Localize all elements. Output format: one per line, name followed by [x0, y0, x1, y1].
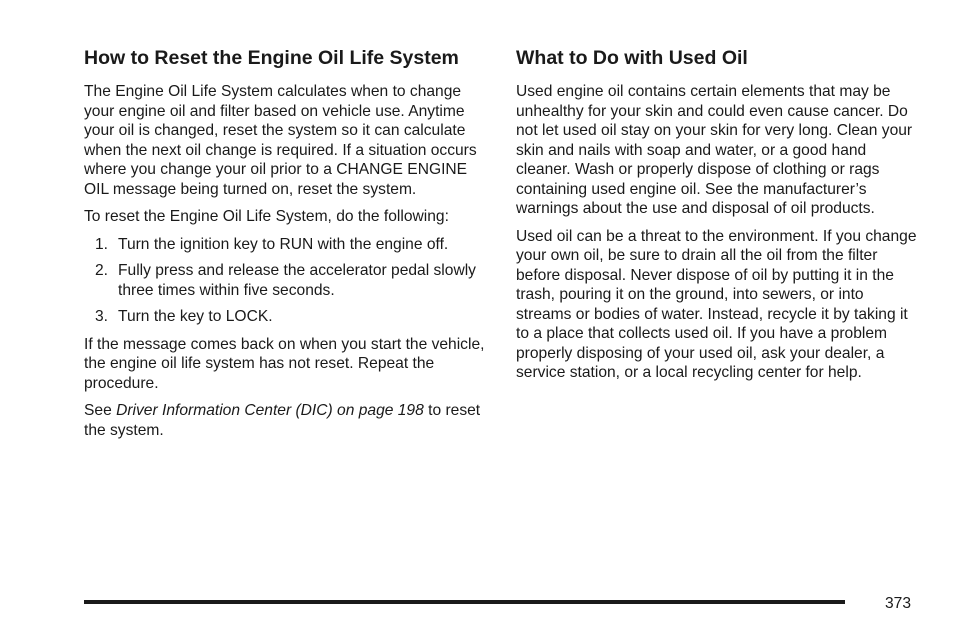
reset-steps-list [84, 235, 488, 327]
list-item [84, 261, 488, 300]
right-column [516, 46, 920, 391]
paragraph-reset-instructions: To reset the Engine Oil Life System, do the following: [84, 208, 449, 225]
page-number: 373 [885, 595, 912, 612]
paragraph-used-oil-environment: Used oil can be a threat to the environment. If you change your own oil, be sure to drain all the oil from the filter before disposal. Never dispose of oil by putting it in the trash, pouring it on the ground, into sewers, or into streams or bodies of water. Instead, recycle it by taking it to a place that collects used oil. If you have a problem properly disposing of your used oil, ask your dealer, a service station, or a local recycling center for help. [516, 227, 917, 381]
paragraph-see-reference [84, 401, 488, 440]
list-item [84, 235, 488, 255]
paragraph-oil-life-intro: The Engine Oil Life System calculates when to change your engine oil and filter based on vehicle use. Anytime your oil is changed, reset the system so it can calculate when the next oil change is required. If a situation occurs where you change your oil prior to a CHANGE ENGINE OIL message being turned on, reset the system. [84, 83, 477, 198]
see-prefix: See [84, 402, 112, 419]
list-item [84, 307, 488, 327]
cross-reference-link[interactable]: Driver Information Center (DIC) on page 198 [116, 402, 424, 419]
step-text: Turn the key to LOCK. [118, 308, 273, 325]
step-number: 2. [95, 262, 109, 279]
step-number: 3. [95, 308, 109, 325]
footer-divider [84, 600, 845, 604]
step-text: Turn the ignition key to RUN with the engine off. [118, 235, 449, 253]
step-number: 1. [95, 235, 109, 253]
step-text: Fully press and release the accelerator pedal slowly three times within five seconds. [118, 262, 476, 299]
left-column [84, 46, 488, 448]
section-heading-reset-oil-life: How to Reset the Engine Oil Life System [84, 47, 459, 69]
section-heading-used-oil: What to Do with Used Oil [516, 47, 748, 69]
paragraph-used-oil-health: Used engine oil contains certain elements that may be unhealthy for your skin and could even cause cancer. Do not let used oil stay on your skin for very long. Clean your skin and nails with soap and water, or a good hand cleaner. Wash or properly dispose of clothing or rags containing used engine oil. See the manufacturer’s warnings about the use and disposal of oil products. [516, 83, 913, 217]
see-suffix: to reset the system. [84, 402, 481, 439]
paragraph-message-returns: If the message comes back on when you start the vehicle, the engine oil life system has not reset. Repeat the procedure. [84, 335, 485, 392]
